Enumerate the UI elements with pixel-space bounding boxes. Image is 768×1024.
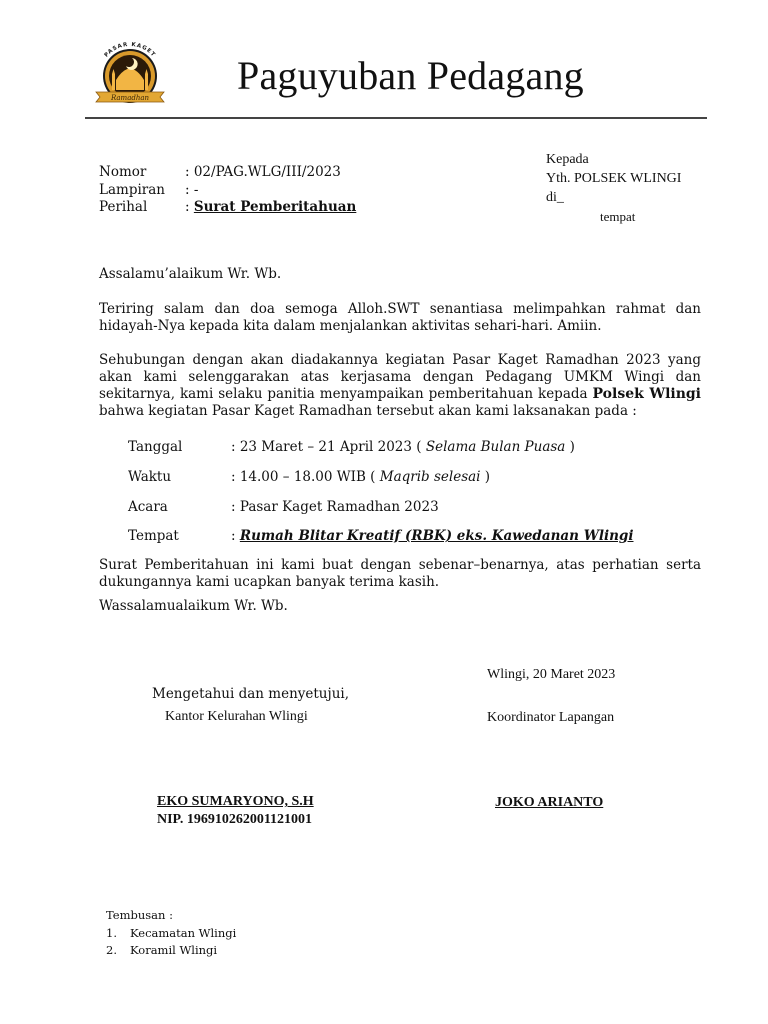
recipient-tempat: tempat bbox=[600, 209, 636, 224]
header-divider bbox=[85, 117, 707, 119]
tanggal-close: ) bbox=[569, 439, 575, 455]
tempat-value: Rumah Blitar Kreatif (RBK) eks. Kawedanan Wlingi bbox=[239, 528, 634, 544]
place-date: Wlingi, 20 Maret 2023 bbox=[487, 667, 616, 682]
waktu-close: ) bbox=[484, 469, 491, 485]
perihal-label: Perihal bbox=[99, 199, 148, 215]
paragraph-opening: Teriring salam dan doa semoga Alloh.SWT senantiasa melimpahkan rahmat dan hidayah-Nya kepada kita dalam menjalankan aktivitas sehari-hari. Amiin. bbox=[99, 301, 701, 334]
tempat-label: Tempat bbox=[128, 528, 179, 544]
svg-text:Ramadhan: Ramadhan bbox=[110, 94, 150, 102]
recipient-di: di_ bbox=[546, 190, 564, 205]
paragraph-announcement bbox=[99, 352, 701, 420]
recipient-name: Yth. POLSEK WLINGI bbox=[546, 171, 682, 186]
perihal-colon: : bbox=[185, 199, 190, 215]
right-signatory-role: Koordinator Lapangan bbox=[487, 710, 615, 725]
acara-value: : Pasar Kaget Ramadhan 2023 bbox=[231, 499, 439, 515]
tembusan-item: Koramil Wlingi bbox=[130, 943, 218, 957]
left-signatory-name: EKO SUMARYONO, S.H bbox=[157, 794, 314, 809]
pasar-kaget-ramadhan-logo bbox=[90, 40, 170, 104]
left-signatory-nip: NIP. 196910262001121001 bbox=[157, 812, 313, 827]
waktu-row bbox=[231, 469, 490, 485]
tempat-row bbox=[231, 528, 634, 544]
waktu-label: Waktu bbox=[128, 469, 172, 485]
recipient-kepada: Kepada bbox=[546, 152, 589, 167]
mosque-logo-icon bbox=[90, 40, 170, 104]
tembusan-item: Kecamatan Wlingi bbox=[130, 926, 237, 940]
tanggal-label: Tanggal bbox=[128, 439, 183, 455]
announcement-text-1: Sehubungan dengan akan diadakannya kegiatan Pasar Kaget Ramadhan 2023 yang akan kami selenggarakan atas kerjasama dengan Pedagang UMKM Wingi dan sekitarnya, kami selaku panitia menyampaikan pemberitahuan kepada bbox=[99, 352, 701, 402]
paragraph-closing: Surat Pemberitahuan ini kami buat dengan sebenar–benarnya, atas perhatian serta dukungannya kami ucapkan banyak terima kasih. bbox=[99, 557, 701, 590]
lampiran-value: : - bbox=[185, 182, 199, 198]
perihal-value: Surat Pemberitahuan bbox=[193, 199, 357, 215]
svg-text:PASAR KAGET: PASAR KAGET bbox=[103, 41, 157, 59]
announcement-text-2: bahwa kegiatan Pasar Kaget Ramadhan tersebut akan kami laksanakan pada : bbox=[99, 403, 637, 419]
tembusan-item-num: 2. bbox=[106, 943, 117, 957]
left-signatory-office: Kantor Kelurahan Wlingi bbox=[165, 709, 308, 724]
letterhead-title: Paguyuban Pedagang bbox=[237, 53, 584, 98]
announcement-recipient: Polsek Wlingi bbox=[592, 386, 701, 402]
waktu-note: Maqrib selesai bbox=[379, 469, 481, 485]
closing-salutation: Wassalamualaikum Wr. Wb. bbox=[99, 598, 288, 614]
tanggal-note: Selama Bulan Puasa bbox=[425, 439, 566, 455]
nomor-value: : 02/PAG.WLG/III/2023 bbox=[185, 164, 341, 180]
tembusan-item-num: 1. bbox=[106, 926, 117, 940]
tembusan-label: Tembusan : bbox=[106, 908, 173, 922]
tanggal-row bbox=[231, 439, 575, 455]
lampiran-label: Lampiran bbox=[99, 182, 165, 198]
acara-label: Acara bbox=[128, 499, 168, 515]
perihal-row bbox=[185, 199, 356, 215]
approval-note: Mengetahui dan menyetujui, bbox=[152, 686, 349, 702]
right-signatory-name: JOKO ARIANTO bbox=[495, 795, 604, 810]
nomor-label: Nomor bbox=[99, 164, 147, 180]
waktu-value: : 14.00 – 18.00 WIB ( bbox=[231, 469, 376, 485]
tanggal-value: : 23 Maret – 21 April 2023 ( bbox=[231, 439, 422, 455]
greeting: Assalamu’alaikum Wr. Wb. bbox=[99, 266, 282, 282]
tempat-colon: : bbox=[231, 528, 236, 544]
